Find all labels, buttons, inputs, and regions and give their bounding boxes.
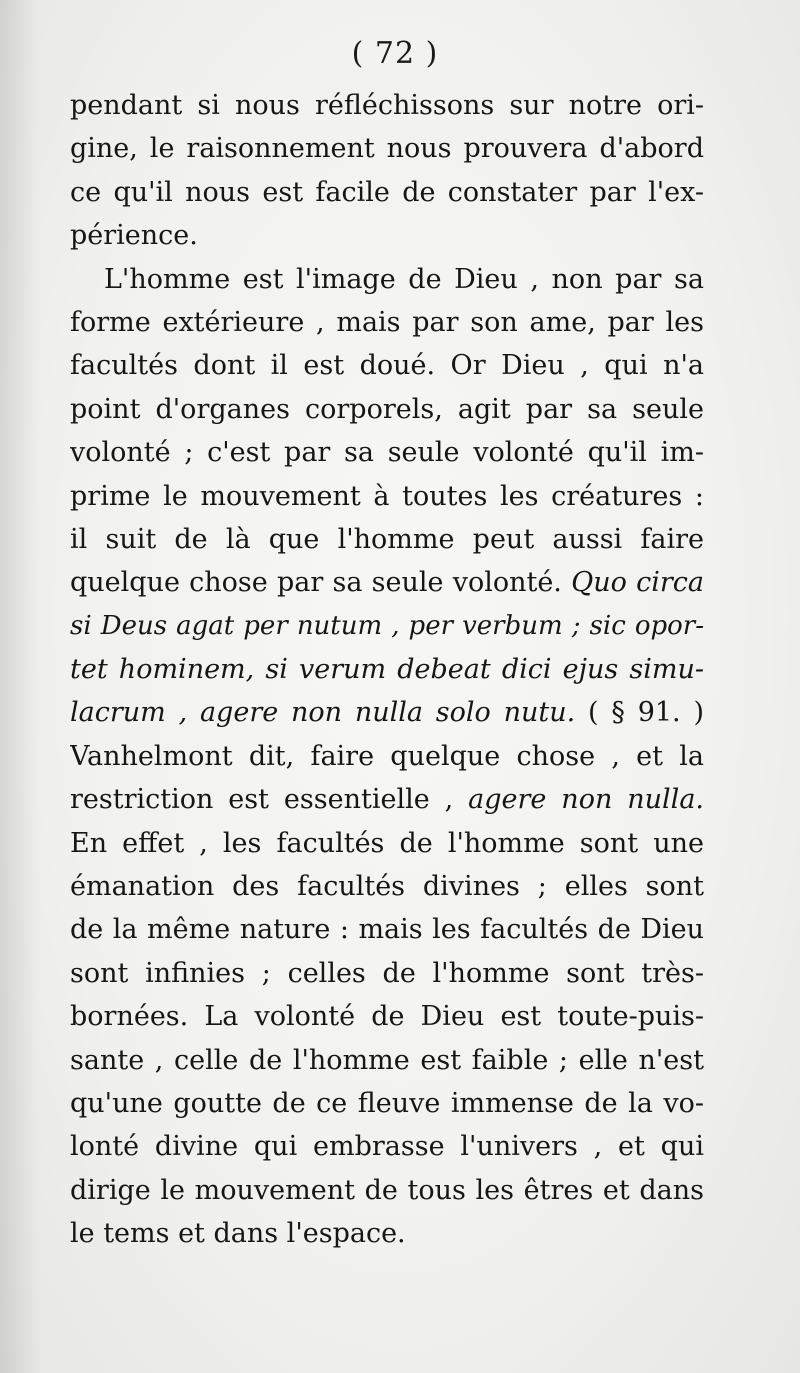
text-line: volonté ; c'est par sa seule volonté qu'il im-	[70, 437, 704, 469]
text-line: gine, le raisonnement nous prouvera d'abord	[70, 133, 704, 165]
paragraph-start-line: L'homme est l'image de Dieu , non par sa	[104, 263, 704, 295]
page-number: ( 72 )	[351, 36, 439, 71]
text-line: prime le mouvement à toutes les créatures :	[70, 480, 704, 512]
text-line: de la même nature : mais les facultés de Dieu	[70, 914, 704, 946]
text-line: ce qu'il nous est facile de constater par l'ex-	[70, 176, 704, 208]
latin-quote: lacrum , agere non nulla solo nutu.	[70, 697, 576, 729]
text-line: sante , celle de l'homme est faible ; elle n'est	[70, 1044, 704, 1076]
text-line: il suit de là que l'homme peut aussi faire	[70, 523, 704, 555]
text-line: point d'organes corporels, agit par sa seule	[70, 393, 704, 425]
latin-quote-line: tet hominem, si verum debeat dici ejus simu-	[70, 654, 704, 686]
text-line: pendant si nous réfléchissons sur notre ori-	[70, 90, 704, 121]
text-line: périence.	[70, 220, 198, 252]
latin-quote: agere non nulla.	[468, 784, 704, 816]
text-line: qu'une goutte de ce fleuve immense de la vo-	[70, 1087, 704, 1119]
latin-quote-line: si Deus agat per nutum , per verbum ; sic opor-	[70, 610, 704, 641]
text-line: facultés dont il est doué. Or Dieu , qui n'a	[70, 350, 704, 382]
text-line: dirige le mouvement de tous les êtres et dans	[70, 1174, 704, 1206]
text-line: Vanhelmont dit, faire quelque chose , et la	[70, 740, 704, 772]
text-line: le tems et dans l'espace.	[70, 1218, 406, 1250]
text-line: quelque chose par sa seule volonté. Quo circa	[70, 567, 704, 599]
text-line: En effet , les facultés de l'homme sont une	[70, 827, 704, 859]
text-line: émanation des facultés divines ; elles sont	[70, 871, 704, 903]
text-line: bornées. La volonté de Dieu est toute-puis-	[70, 1001, 704, 1033]
body-text	[70, 84, 704, 1256]
latin-quote: Quo circa	[571, 567, 704, 599]
text-line: restriction est essentielle , agere non nulla.	[70, 784, 704, 816]
text-line: forme extérieure , mais par son ame, par les	[70, 306, 704, 338]
text-line: lonté divine qui embrasse l'univers , et qui	[70, 1131, 704, 1163]
page-shadow	[0, 0, 40, 1373]
text-line	[70, 691, 704, 734]
text-line: sont infinies ; celles de l'homme sont très-	[70, 957, 704, 989]
section-reference: ( § 91. )	[588, 697, 704, 729]
